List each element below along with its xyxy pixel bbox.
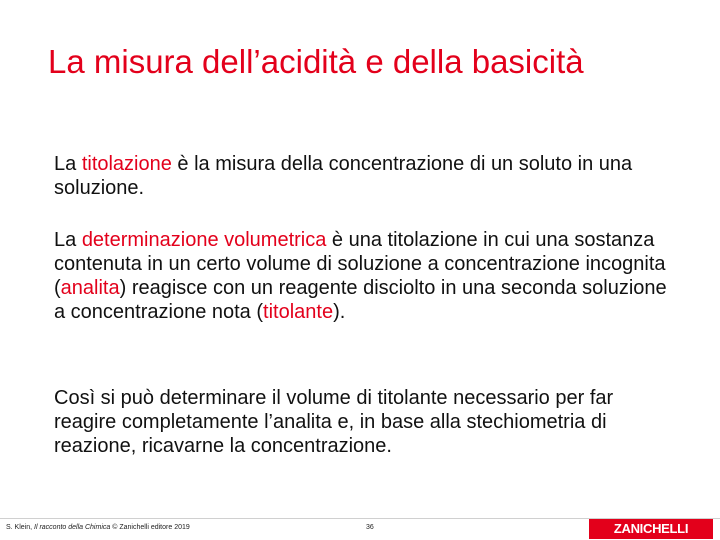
paragraph-conclusione xyxy=(54,386,674,458)
text-segment: ) reagisce con un reagente disciolto in una seconda soluzione a concentrazione nota ( xyxy=(54,277,667,323)
highlight-term-determinazione-volumetrica: determinazione volumetrica xyxy=(81,229,327,251)
footer-credit xyxy=(6,524,190,531)
text-segment: è una titolazione in cui una sostanza contenuta in un certo volume di soluzione a concentrazione incognita ( xyxy=(54,229,666,299)
zanichelli-logo: ZANICHELLI xyxy=(589,519,713,539)
text-segment: è la misura della concentrazione di un soluto in una soluzione. xyxy=(54,153,633,199)
text-segment: La xyxy=(54,153,82,175)
paragraph-titolazione xyxy=(54,152,674,200)
slide-title: La misura dell’acidità e della basicità xyxy=(48,43,584,80)
text-segment: La xyxy=(54,229,82,251)
highlight-term-titolazione: titolazione xyxy=(81,153,172,175)
page-number: 36 xyxy=(366,524,374,531)
footer-publisher: © Zanichelli editore 2019 xyxy=(110,524,190,531)
text-segment: Così si può determinare il volume di titolante necessario per far reagire completamente l’analita e, in base alla stechiometria di reazione, ricavarne la concentrazione. xyxy=(54,387,614,457)
highlight-term-titolante: titolante xyxy=(263,301,334,323)
paragraph-determinazione xyxy=(54,228,674,324)
text-segment: ). xyxy=(333,301,346,323)
footer-author: S. Klein, xyxy=(6,524,35,531)
footer-book-title: Il racconto della Chimica xyxy=(34,524,111,531)
highlight-term-analita: analita xyxy=(60,277,120,299)
